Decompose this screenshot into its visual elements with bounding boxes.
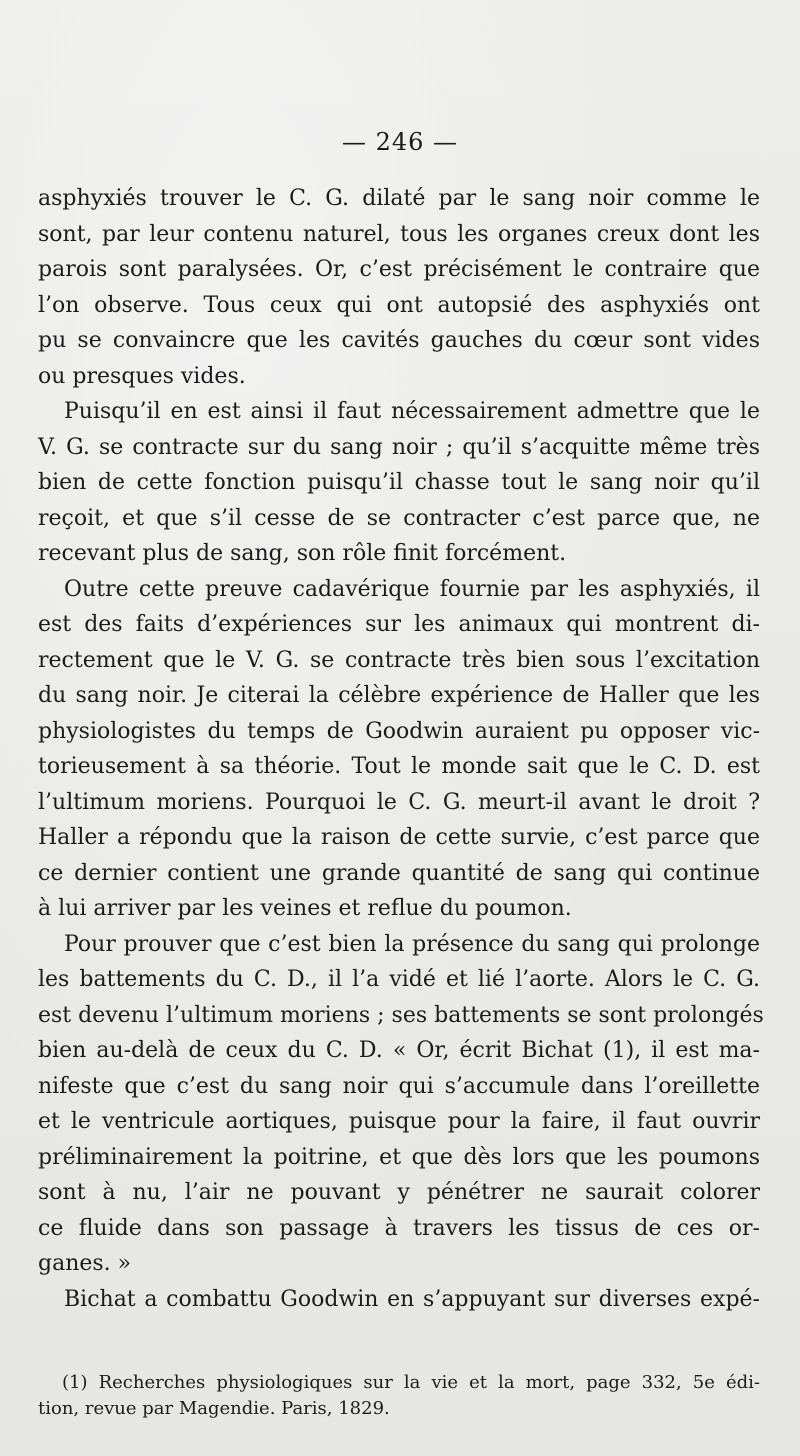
text-line: est des faits d’expériences sur les animaux qui montrent di- [38, 612, 760, 637]
text-line: parois sont paralysées. Or, c’est précisément le contraire que [38, 257, 760, 282]
text-line: pu se convaincre que les cavités gauches du cœur sont vides [38, 328, 760, 353]
text-line: ce dernier contient une grande quantité de sang qui continue [38, 860, 760, 886]
text-line: du sang noir. Je citerai la célèbre expérience de Haller que les [38, 683, 760, 708]
text-line: à lui arriver par les veines et reflue du poumon. [38, 896, 572, 921]
text-line: Bichat a combattu Goodwin en s’appuyant sur diverses expé- [64, 1286, 760, 1312]
text-line: Outre cette preuve cadavérique fournie par les asphyxiés, il [64, 576, 760, 602]
text-line: bien au-delà de ceux du C. D. « Or, écrit Bichat (1), il est ma- [38, 1038, 760, 1063]
text-line: ou presques vides. [38, 363, 246, 389]
footnote-line: tion, revue par Magendie. Paris, 1829. [38, 1398, 390, 1419]
text-line: les battements du C. D., il l’a vidé et lié l’aorte. Alors le C. G. [38, 967, 760, 992]
text-line: reçoit, et que s’il cesse de se contracter c’est parce que, ne [38, 505, 760, 531]
text-line: V. G. se contracte sur du sang noir ; qu’il s’acquitte même très [38, 434, 760, 460]
text-line: et le ventricule aortiques, puisque pour la faire, il faut ouvrir [38, 1109, 760, 1134]
page-number: — 246 — [341, 128, 459, 156]
text-line: recevant plus de sang, son rôle finit forcément. [38, 541, 567, 566]
text-line: Haller a répondu que la raison de cette survie, c’est parce que [38, 825, 760, 850]
text-line: sont, par leur contenu naturel, tous les organes creux dont les [38, 221, 760, 247]
body-text [38, 181, 764, 1317]
text-line: l’on observe. Tous ceux qui ont autopsié des asphyxiés ont [38, 292, 760, 318]
text-line: préliminairement la poitrine, et que dès lors que les poumons [38, 1144, 760, 1170]
text-line: rectement que le V. G. se contracte très bien sous l’excitation [38, 647, 760, 673]
text-line: sont à nu, l’air ne pouvant y pénétrer ne saurait colorer [38, 1180, 760, 1205]
text-line: nifeste que c’est du sang noir qui s’accumule dans l’oreillette [38, 1073, 760, 1099]
text-line: bien de cette fonction puisqu’il chasse tout le sang noir qu’il [38, 470, 760, 495]
text-line: asphyxiés trouver le C. G. dilaté par le sang noir comme le [38, 186, 760, 211]
text-line: torieusement à sa théorie. Tout le monde sait que le C. D. est [38, 754, 760, 779]
text-line: Puisqu’il en est ainsi il faut nécessairement admettre que le [64, 399, 760, 424]
text-line: ce fluide dans son passage à travers les tissus de ces or- [38, 1215, 760, 1241]
text-line: ganes. » [38, 1251, 132, 1276]
footnote-line: (1) Recherches physiologiques sur la vie et la mort, page 332, 5e édi- [62, 1372, 760, 1393]
text-line: est devenu l’ultimum moriens ; ses battements se sont prolongés [38, 1002, 764, 1028]
text-line: physiologistes du temps de Goodwin auraient pu opposer vic- [38, 718, 760, 744]
footnotes [38, 1370, 760, 1422]
text-line: l’ultimum moriens. Pourquoi le C. G. meurt-il avant le droit ? [38, 789, 760, 815]
text-line: Pour prouver que c’est bien la présence du sang qui prolonge [64, 931, 760, 957]
